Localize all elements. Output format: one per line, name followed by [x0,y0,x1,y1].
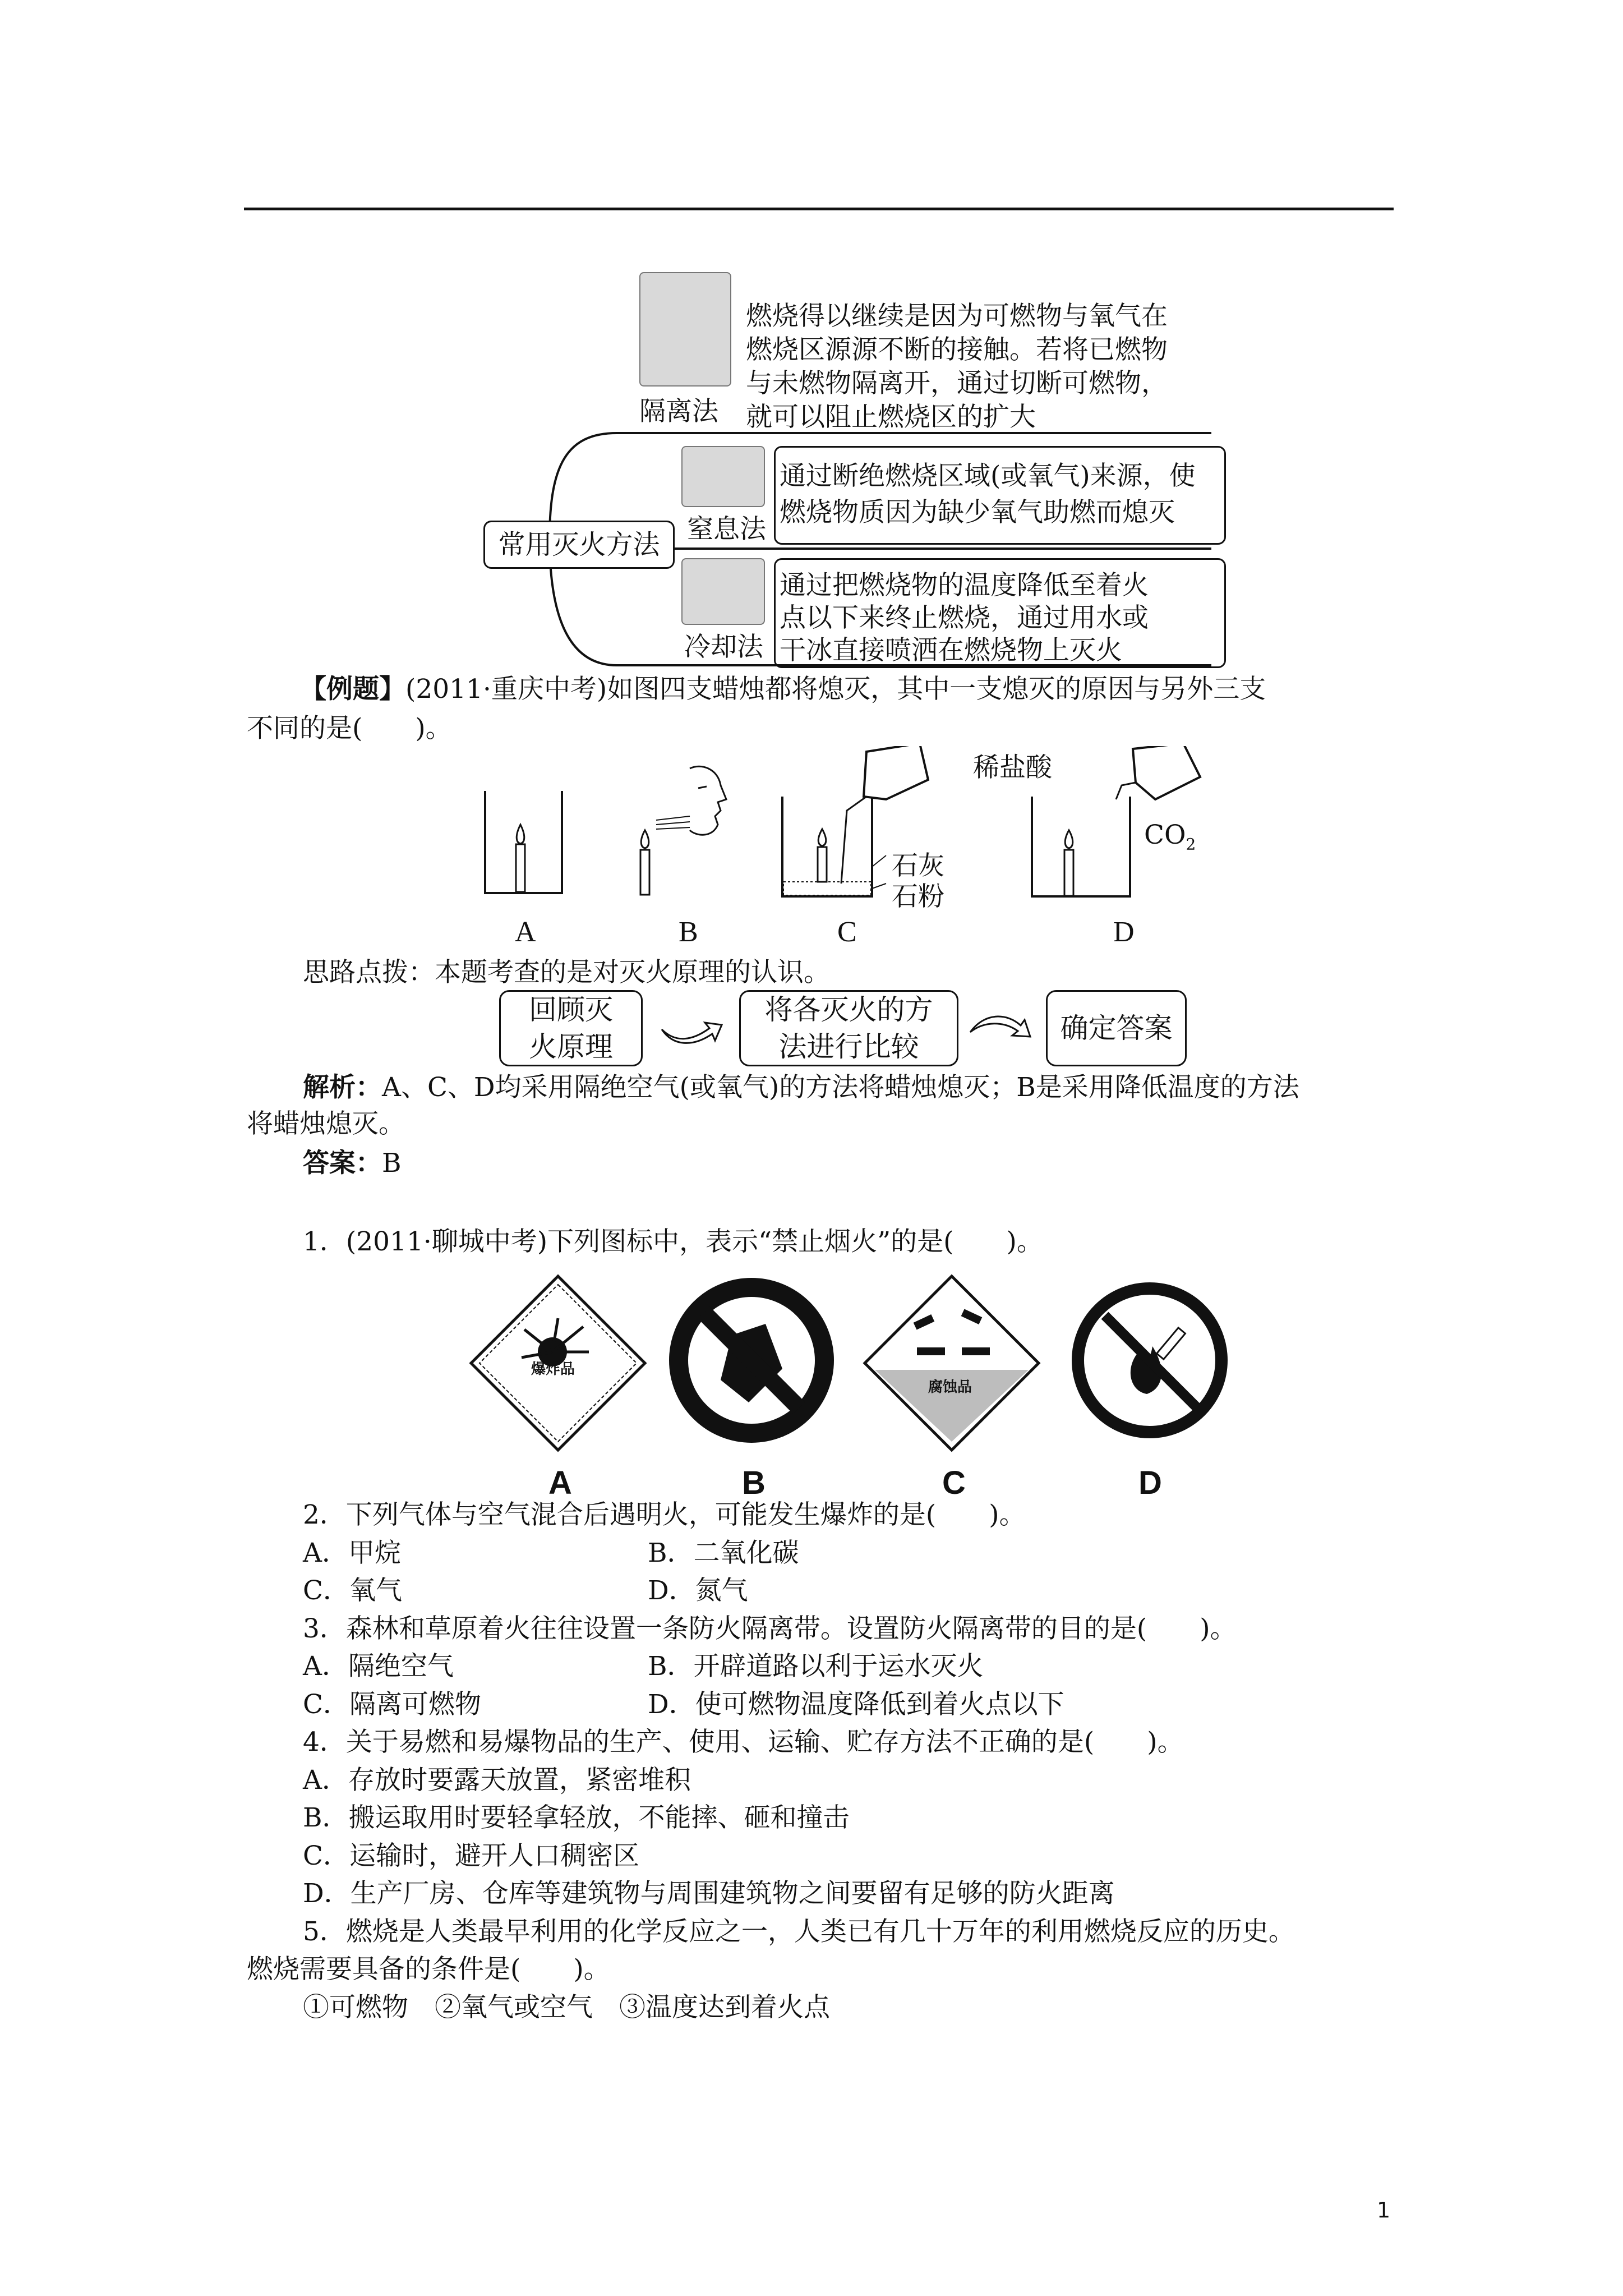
q2-stem: 2．下列气体与空气混合后遇明火，可能发生爆炸的是( )。 [303,1499,1026,1530]
sign-c-text: 腐蚀品 [928,1379,972,1396]
q4-option-c: C．运输时，避开人口稠密区 [303,1841,639,1871]
isolation-line-1: 燃烧得以继续是因为可燃物与氧气在 [746,301,1168,332]
sign-label-a: A [548,1465,572,1501]
methods-center-label: 常用灭火方法 [483,521,675,569]
cooling-method-name: 冷却法 [684,632,763,662]
q4-option-b: B．搬运取用时要轻拿轻放，不能摔、砸和撞击 [303,1802,850,1833]
q3-option-b: B．开辟道路以利于运水灭火 [648,1651,984,1682]
isolation-illustration-icon [639,272,731,386]
smother-illustration-icon [681,446,765,507]
q1-signs-svg [468,1273,1237,1464]
q5-options: ①可燃物 ②氧气或空气 ③温度达到着火点 [303,1992,830,2023]
q3-option-a: A．隔绝空气 [303,1651,454,1682]
q2-option-d: D．氮气 [648,1575,748,1606]
sign-label-b: B [742,1465,766,1501]
q4-stem: 4．关于易燃和易爆物品的生产、使用、运输、贮存方法不正确的是( )。 [303,1727,1184,1757]
limestone-label-2: 石粉 [892,881,944,912]
example-stem-2: 不同的是( )。 [247,713,452,744]
flow-step-1: 回顾灭 火原理 [499,990,643,1066]
smother-line-1: 通过断绝燃烧区域(或氧气)来源，使 [780,461,1196,491]
isolation-line-4: 就可以阻止燃烧区的扩大 [746,402,1036,432]
candle-label-c: C [837,916,857,948]
example-stem-1: (2011·重庆中考)如图四支蜡烛都将熄灭，其中一支熄灭的原因与另外三支 [405,674,1266,705]
limestone-label-1: 石灰 [892,850,944,881]
isolation-line-3: 与未燃物隔离开，通过切断可燃物， [746,368,1168,399]
q5-stem-1: 5．燃烧是人类最早利用的化学反应之一，人类已有几十万年的利用燃烧反应的历史。 [303,1916,1295,1947]
sign-b-prohibition-icon [679,1287,824,1433]
candle-label-b: B [679,916,698,948]
answer-label: 答案： [303,1148,382,1179]
page-number: 1 [1377,2198,1391,2223]
analysis-label: 解析： [303,1072,382,1103]
isolation-line-2: 燃烧区源源不断的接触。若将已燃物 [746,334,1168,365]
q3-option-d: D．使可燃物温度降低到着火点以下 [648,1689,1064,1720]
analysis-line-2: 将蜡烛熄灭。 [247,1108,405,1139]
isolation-method-name: 隔离法 [639,396,718,427]
sign-label-d: D [1138,1465,1162,1501]
q4-option-d: D．生产厂房、仓库等建筑物与周围建筑物之间要留有足够的防火距离 [303,1878,1115,1909]
candle-label-a: A [515,916,536,948]
sign-d-no-fire-icon [1078,1289,1221,1432]
smother-line-2: 燃烧物质因为缺少氧气助燃而熄灭 [780,497,1175,528]
q2-option-a: A．甲烷 [303,1538,401,1568]
cooling-line-1: 通过把燃烧物的温度降低至着火 [780,570,1149,601]
co2-label: $CO_2$ [1144,820,1196,854]
q4-option-a: A．存放时要露天放置，紧密堆积 [303,1765,691,1796]
header-rule [244,208,1394,210]
example-tag: 【例题】 [300,674,405,705]
sign-label-c: C [942,1465,966,1501]
flow-arrow-2-icon [967,1010,1035,1043]
flow-step-2: 将各灭火的方 法进行比较 [739,990,958,1066]
q5-stem-2: 燃烧需要具备的条件是( )。 [247,1954,610,1985]
example-question-line-1 [300,670,1266,708]
smother-method-name: 窒息法 [687,514,766,545]
analysis-line-1: 解析：A、C、D均采用隔绝空气(或氧气)的方法将蜡烛熄灭；B是采用降低温度的方法 [303,1072,1299,1103]
cooling-line-2: 点以下来终止燃烧，通过用水或 [780,602,1149,633]
cooling-line-3: 干冰直接喷洒在燃烧物上灭火 [780,635,1122,666]
sign-a-text: 爆炸品 [531,1361,575,1378]
answer-line [303,1144,402,1182]
q3-option-c: C．隔离可燃物 [303,1689,481,1720]
acid-label: 稀盐酸 [973,752,1052,783]
answer-value: B [382,1148,402,1179]
sign-c-corrosive-icon [865,1276,1039,1450]
q1-stem: 1．(2011·聊城中考)下列图标中，表示“禁止烟火”的是( )。 [303,1226,1043,1257]
q2-option-b: B．二氧化碳 [648,1538,799,1568]
q2-option-c: C．氧气 [303,1575,402,1606]
cooling-illustration-icon [681,558,765,625]
candle-label-d: D [1113,916,1135,948]
flow-step-3: 确定答案 [1046,990,1187,1066]
flow-arrow-1-icon [659,1013,726,1046]
example-hint: 思路点拨：本题考查的是对灭火原理的认识。 [303,957,830,988]
q3-stem: 3．森林和草原着火往往设置一条防火隔离带。设置防火隔离带的目的是( )。 [303,1613,1237,1644]
